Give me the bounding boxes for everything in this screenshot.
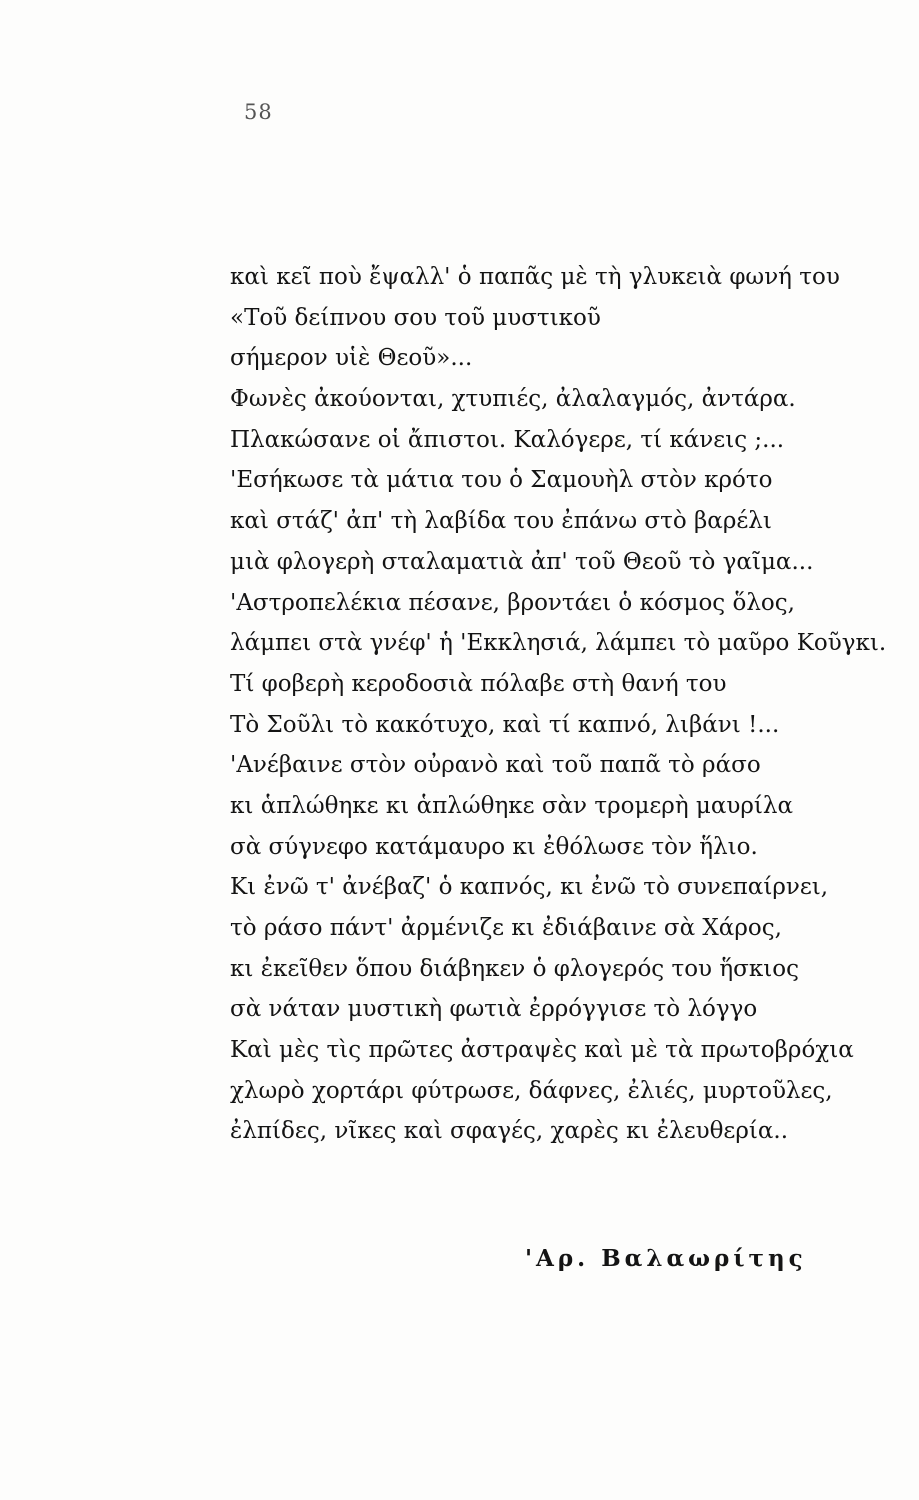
poem-line: κι ἁπλώθηκε κι ἁπλώθηκε σὰν τρομερὴ μαυρίλα xyxy=(230,792,794,819)
poem-line: σὰ νάταν μυστικὴ φωτιὰ ἐρρόγγισε τὸ λόγγο xyxy=(230,996,758,1023)
poem-line: λάμπει στὰ γνέφ' ἡ 'Εκκλησιά, λάμπει τὸ μαῦρο Κοῦγκι. xyxy=(230,630,887,657)
poem-line: Πλακώσανε οἱ ἄπιστοι. Καλόγερε, τί κάνεις ;... xyxy=(230,426,785,453)
poem-line: 'Ανέβαινε στὸν οὐρανὸ καὶ τοῦ παπᾶ τὸ ράσο xyxy=(230,752,761,779)
poem-line: καὶ στάζ' ἀπ' τὴ λαβίδα του ἐπάνω στὸ βαρέλι xyxy=(230,508,772,535)
poem-line: Κι ἐνῶ τ' ἀνέβαζ' ὁ καπνός, κι ἐνῶ τὸ συνεπαίρνει, xyxy=(230,874,829,901)
poem-line: Τί φοβερὴ κεροδοσιὰ πόλαβε στὴ θανή του xyxy=(230,670,727,697)
poem-line: ἐλπίδες, νῖκες καὶ σφαγές, χαρὲς κι ἐλευθερία.. xyxy=(230,1118,789,1145)
poem-line: χλωρὸ χορτάρι φύτρωσε, δάφνες, ἐλιές, μυρτοῦλες, xyxy=(230,1077,833,1104)
poem-line: Τὸ Σοῦλι τὸ κακότυχο, καὶ τί καπνό, λιβάνι !... xyxy=(230,711,780,738)
poem-line: σὰ σύγνεφο κατάμαυρο κι ἐθόλωσε τὸν ἥλιο. xyxy=(230,833,758,860)
poem-line: μιὰ φλογερὴ σταλαματιὰ ἀπ' τοῦ Θεοῦ τὸ γαῖμα... xyxy=(230,548,814,575)
poem-line: Φωνὲς ἀκούονται, χτυπιές, ἀλαλαγμός, ἀντάρα. xyxy=(230,386,796,413)
poem-line: 'Αστροπελέκια πέσανε, βροντάει ὁ κόσμος ὅλος, xyxy=(230,589,795,616)
page-number: 58 xyxy=(244,100,273,124)
poem-line: κι ἐκεῖθεν ὅπου διάβηκεν ὁ φλογερός του ἥσκιος xyxy=(230,955,799,982)
poem-line: τὸ ράσο πάντ' ἀρμένιζε κι ἐδιάβαινε σὰ Χάρος, xyxy=(230,915,782,941)
author-signature: 'Αρ. Βαλαωρίτης xyxy=(525,1245,807,1272)
poem-line: σήμερον υἱὲ Θεοῦ»... xyxy=(230,345,473,372)
poem-text xyxy=(230,257,900,1152)
poem-line: Καὶ μὲς τὶς πρῶτες ἀστραψὲς καὶ μὲ τὰ πρωτοβρόχια xyxy=(230,1037,854,1064)
poem-line: «Τοῦ δείπνου σου τοῦ μυστικοῦ xyxy=(230,304,601,331)
poem-line: καὶ κεῖ ποὺ ἔψαλλ' ὁ παπᾶς μὲ τὴ γλυκειὰ φωνή του xyxy=(230,264,840,290)
poem-line: 'Εσήκωσε τὰ μάτια του ὁ Σαμουὴλ στὸν κρότο xyxy=(230,467,773,494)
